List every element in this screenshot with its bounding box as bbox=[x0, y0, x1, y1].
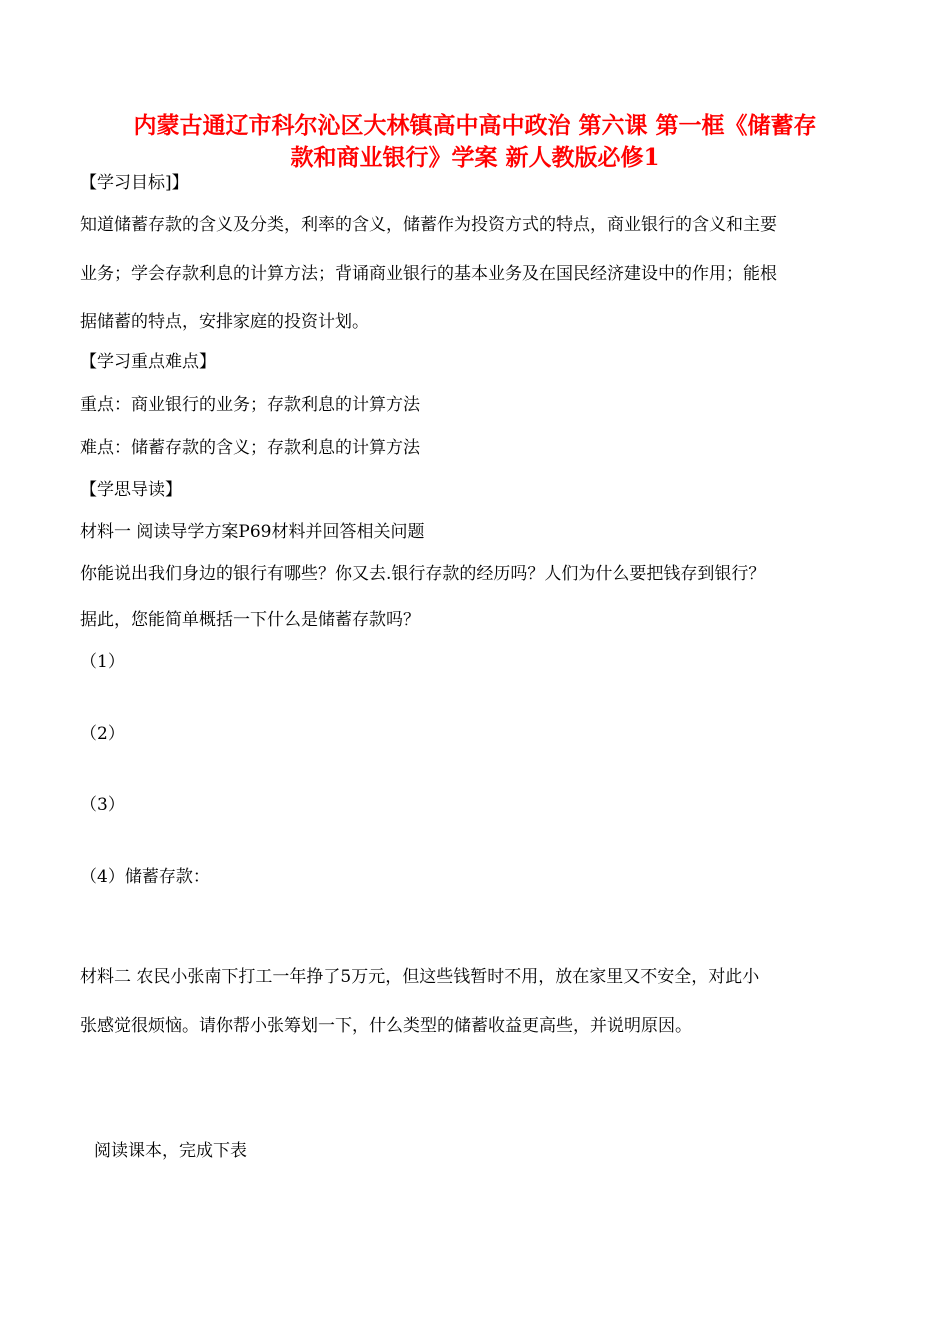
guide-heading: 【学思导读】 bbox=[80, 480, 182, 500]
answer-item-1: （1） bbox=[80, 652, 125, 672]
material-2-text-line-1: 材料二 农民小张南下打工一年挣了5万元，但这些钱暂时不用，放在家里又不安全，对此小 bbox=[80, 967, 760, 987]
objectives-heading: 【学习目标]】 bbox=[80, 173, 189, 193]
answer-item-2: （2） bbox=[80, 724, 125, 744]
material-1-text-line-2: 据此，您能简单概括一下什么是储蓄存款吗？ bbox=[80, 610, 420, 630]
material-2-text-line-2: 张感觉很烦恼。请你帮小张筹划一下，什么类型的储蓄收益更高些，并说明原因。 bbox=[80, 1016, 692, 1036]
objectives-text-line-1: 知道储蓄存款的含义及分类，利率的含义，储蓄作为投资方式的特点，商业银行的含义和主要 bbox=[80, 215, 777, 235]
title-line-1: 内蒙古通辽市科尔沁区大林镇高中高中政治 第六课 第一框《储蓄存 bbox=[133, 112, 817, 139]
difficult-point: 难点：储蓄存款的含义；存款利息的计算方法 bbox=[80, 438, 420, 458]
material-1-title: 材料一 阅读导学方案P69材料并回答相关问题 bbox=[80, 522, 425, 542]
key-points-heading: 【学习重点难点】 bbox=[80, 352, 216, 372]
key-point: 重点：商业银行的业务；存款利息的计算方法 bbox=[80, 395, 420, 415]
material-1-text-line-1: 你能说出我们身边的银行有哪些？你又去.银行存款的经历吗？人们为什么要把钱存到银行？ bbox=[80, 564, 766, 584]
objectives-text-line-3: 据储蓄的特点，安排家庭的投资计划。 bbox=[80, 312, 369, 332]
answer-item-4: （4）储蓄存款： bbox=[80, 867, 210, 887]
title-line-2: 款和商业银行》学案 新人教版必修1 bbox=[290, 144, 660, 171]
objectives-text-line-2: 业务；学会存款利息的计算方法；背诵商业银行的基本业务及在国民经济建设中的作用；能根 bbox=[80, 264, 777, 284]
read-instruction: 阅读课本，完成下表 bbox=[94, 1141, 247, 1161]
answer-item-3: （3） bbox=[80, 795, 125, 815]
document-title bbox=[60, 110, 890, 174]
